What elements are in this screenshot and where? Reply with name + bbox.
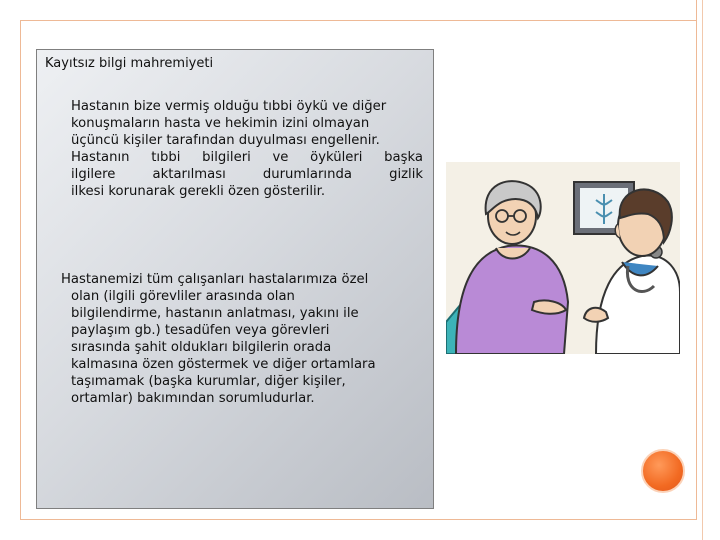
frame-line-top: [20, 20, 696, 21]
slide-title: Kayıtsız bilgi mahremiyeti: [45, 56, 214, 71]
paragraph-line: taşımamak (başka kurumlar, diğer kişiler,: [71, 374, 346, 389]
paragraph-line: sırasında şahit oldukları bilgilerin orada: [71, 340, 332, 355]
paragraph-line: ilkesi korunarak gerekli özen gösterilir.: [71, 184, 326, 199]
paragraph-line: kalmasına özen göstermek ve diğer ortamlara: [71, 357, 376, 372]
paragraph-line: üçüncü kişiler tarafından duyulması engellenir.: [71, 133, 380, 148]
frame-line-bottom: [20, 519, 696, 520]
doctor-patient-consultation-icon: [446, 162, 680, 354]
paragraph-line: Hastanın bize vermiş olduğu tıbbi öykü ve diğer: [71, 99, 387, 114]
paragraph-line: ilgilere aktarılması durumlarında gizlik: [71, 167, 423, 182]
paragraph-line: paylaşım gb.) tesadüfen veya görevleri: [71, 323, 330, 338]
frame-line-right: [696, 0, 697, 520]
paragraph-line: konuşmaların hasta ve hekimin izini olmayan: [71, 116, 370, 131]
paragraph-line: ortamlar) bakımından sorumludurlar.: [71, 391, 315, 406]
paragraph-line: Hastanemizi tüm çalışanları hastalarımıza özel: [61, 272, 369, 287]
frame-line-right-outer: [702, 0, 703, 540]
paragraph-privacy: [71, 98, 423, 200]
frame-line-left: [20, 20, 21, 520]
paragraph-line: bilgilendirme, hastanın anlatması, yakını ile: [71, 306, 359, 321]
paragraph-staff-responsibility: [61, 271, 411, 407]
content-panel: [36, 49, 434, 509]
accent-circle: [641, 449, 685, 493]
paragraph-line: Hastanın tıbbi bilgileri ve öyküleri başka: [71, 150, 423, 165]
paragraph-line: olan (ilgili görevliler arasında olan: [71, 289, 295, 304]
